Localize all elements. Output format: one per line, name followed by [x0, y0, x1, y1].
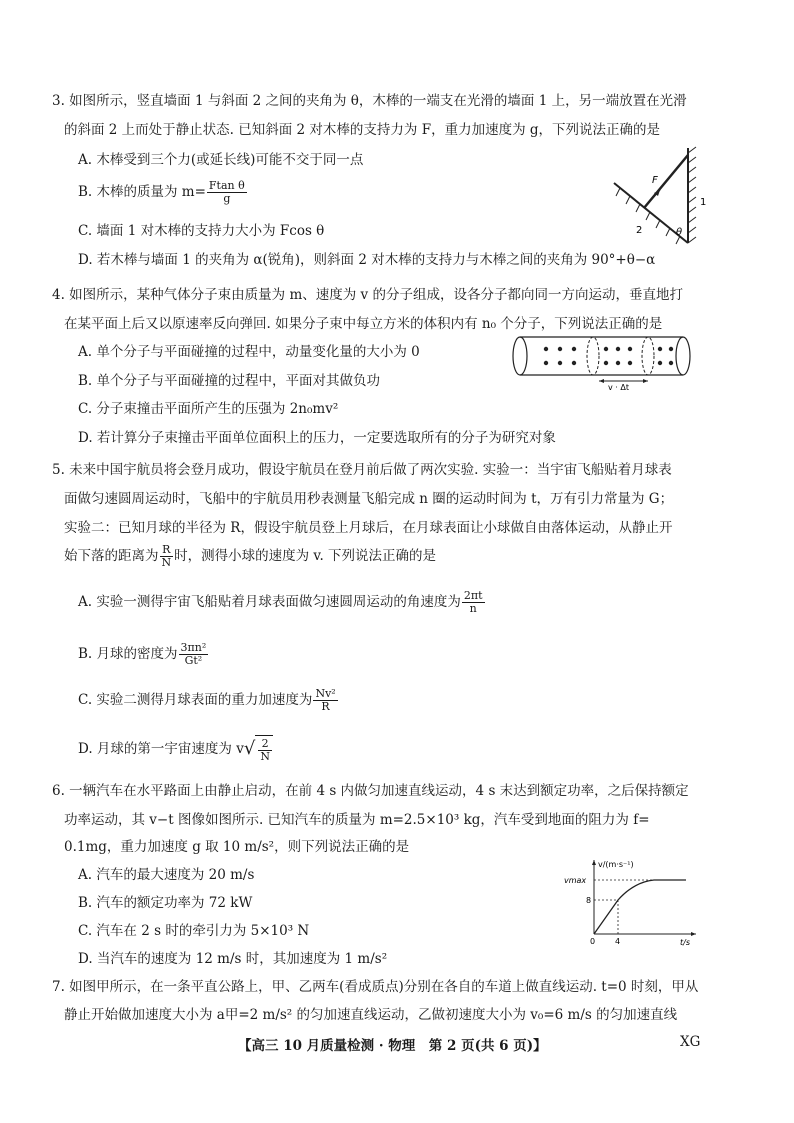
length-label: v · Δt: [608, 383, 629, 392]
q3-option-b-denominator: g: [223, 192, 231, 205]
tick-0-label: 0: [590, 937, 596, 946]
q5-option-c-prefix: C. 实验二测得月球表面的重力加速度为: [78, 692, 313, 708]
page-footer: 【高三 10 月质量检测 · 物理 第 2 页(共 6 页)】: [238, 1038, 547, 1054]
q6-stem-line2: 功率运动，其 v−t 图像如图所示. 已知汽车的质量为 m=2.5×10³ kg，汽车受到地面的阻力为 f=: [64, 812, 650, 828]
tick-8-label: 8: [586, 896, 592, 905]
q3-option-b: [78, 180, 248, 205]
t-axis-arrow: [691, 932, 696, 936]
q3-option-b-numerator: Ftan θ: [208, 179, 245, 192]
q6-stem-line1: 6. 一辆汽车在水平路面上由静止启动，在前 4 s 内做匀加速直线运动，4 s 末达到额定功率，之后保持额定: [52, 783, 689, 799]
q3-option-d: D. 若木棒与墙面 1 的夹角为 α(锐角)，则斜面 2 对木棒的支持力与木棒之间的夹角为 90°+θ−α: [78, 252, 656, 268]
q6-vt-graph: [562, 856, 702, 946]
length-arrowhead-left: [599, 379, 604, 383]
q5-stem-denominator: N: [161, 556, 172, 569]
q6-option-c: C. 汽车在 2 s 时的牵引力为 5×10³ N: [78, 923, 310, 939]
q5-stem-line4-suffix: 时，测得小球的速度为 v. 下列说法正确的是: [174, 548, 437, 564]
q5-option-d-numerator: 2: [258, 738, 272, 751]
q5-option-c-fraction: [313, 688, 337, 713]
q5-option-b-fraction: [179, 642, 209, 667]
q5-option-d-sqrt: [244, 735, 273, 764]
incline-label: 2: [636, 225, 643, 236]
q3-option-b-prefix: B. 木棒的质量为 m=: [78, 184, 206, 200]
q5-option-b: [78, 642, 209, 667]
q5-option-d-prefix: D. 月球的第一宇宙速度为 v: [78, 741, 244, 757]
q3-stem-line1: 3. 如图所示，竖直墙面 1 与斜面 2 之间的夹角为 θ，木棒的一端支在光滑的墙面 1 上，另一端放置在光滑: [52, 93, 687, 109]
q5-stem-numerator: R: [160, 544, 174, 557]
wall-label: 1: [700, 197, 707, 208]
q5-option-c-numerator: Nv²: [315, 687, 336, 700]
q3-option-b-fraction: [207, 180, 247, 205]
length-arrowhead-right: [643, 379, 648, 383]
tube-left-end: [513, 337, 527, 375]
vt-curve: [594, 880, 686, 934]
vmax-label: vmax: [564, 876, 587, 885]
q5-option-b-denominator: Gt²: [184, 654, 203, 667]
incline-hatching: [616, 188, 683, 244]
q5-option-b-numerator: 3πn²: [180, 641, 207, 654]
v-axis-label: v/(m·s⁻¹): [598, 860, 634, 869]
q7-stem-line1: 7. 如图甲所示，在一条平直公路上，甲、乙两车(看成质点)分别在各自的车道上做直线运动. t=0 时刻，甲从: [52, 979, 699, 995]
q5-stem-line3: 实验二：已知月球的半径为 R，假设宇航员登上月球后，在月球表面让小球做自由落体运动，从静止开: [64, 520, 673, 536]
wall-hatching: [688, 147, 696, 243]
q5-option-d-denominator: N: [260, 750, 270, 763]
q4-figure-molecule-beam: [508, 334, 698, 392]
q4-option-b: B. 单个分子与平面碰撞的过程中，平面对其做负功: [78, 373, 381, 389]
q3-option-c: C. 墙面 1 对木棒的支持力大小为 Fcos θ: [78, 223, 325, 239]
q5-option-a: [78, 590, 486, 615]
q3-option-a: A. 木棒受到三个力(或延长线)可能不交于同一点: [78, 152, 364, 168]
footer-code: XG: [680, 1034, 701, 1050]
q5-stem-line2: 面做匀速圆周运动时，飞船中的宇航员用秒表测量飞船完成 n 圈的运动时间为 t，万有引力常量为 G；: [64, 491, 674, 507]
q5-option-a-denominator: n: [469, 602, 477, 615]
q5-stem-line4-prefix: 始下落的距离为: [64, 548, 159, 564]
tube-section-2: [642, 337, 654, 375]
q5-option-b-prefix: B. 月球的密度为: [78, 646, 178, 662]
q3-stem-line2: 的斜面 2 上而处于静止状态. 已知斜面 2 对木棒的支持力为 F，重力加速度为 g，下列说法正确的是: [64, 122, 661, 138]
q5-option-c: [78, 688, 339, 713]
t-axis-label: t/s: [680, 938, 690, 946]
q4-stem-line1: 4. 如图所示，某种气体分子束由质量为 m、速度为 v 的分子组成，设各分子都向同一方向运动，垂直地打: [52, 287, 683, 303]
q5-option-a-prefix: A. 实验一测得宇宙飞船贴着月球表面做匀速圆周运动的角速度为: [78, 594, 461, 610]
v-axis-arrow: [592, 860, 596, 865]
q4-option-d: D. 若计算分子束撞击平面单位面积上的压力，一定要选取所有的分子为研究对象: [78, 430, 556, 446]
q6-option-d: D. 当汽车的速度为 12 m/s 时，其加速度为 1 m/s²: [78, 951, 388, 967]
q4-option-c: C. 分子束撞击平面所产生的压强为 2n₀mv²: [78, 401, 339, 417]
q5-option-d-fraction: [258, 738, 272, 763]
q5-option-a-numerator: 2πt: [463, 589, 483, 602]
q5-stem-line1: 5. 未来中国宇航员将会登月成功，假设宇航员在登月前后做了两次实验. 实验一：当宇宙飞船贴着月球表: [52, 462, 672, 478]
tick-4-label: 4: [615, 937, 621, 946]
q6-option-a: A. 汽车的最大速度为 20 m/s: [78, 867, 255, 883]
tube-section-1: [587, 337, 599, 375]
q5-option-d: [78, 735, 273, 764]
q4-stem-line2: 在某平面上后又以原速率反向弹回. 如果分子束中每立方米的体积内有 n₀ 个分子，下列说法正确的是: [64, 316, 663, 332]
q5-option-a-fraction: [462, 590, 485, 615]
sqrt-sign-icon: √: [243, 738, 256, 759]
q3-figure-incline-wall: [610, 143, 710, 251]
tube-right-end: [676, 337, 690, 375]
q7-stem-line2: 静止开始做加速度大小为 a甲=2 m/s² 的匀加速直线运动，乙做初速度大小为 v₀=6 m/s 的匀加速直线: [64, 1007, 678, 1023]
force-label: F: [652, 175, 658, 186]
q5-stem-line4: [64, 544, 436, 569]
q4-option-a: A. 单个分子与平面碰撞的过程中，动量变化量的大小为 0: [78, 344, 420, 360]
q5-option-c-denominator: R: [321, 700, 330, 713]
q6-option-b: B. 汽车的额定功率为 72 kW: [78, 895, 253, 911]
q6-stem-line3: 0.1mg，重力加速度 g 取 10 m/s²，则下列说法正确的是: [64, 839, 410, 855]
q5-stem-fraction: [160, 544, 174, 569]
theta-label: θ: [676, 227, 683, 238]
